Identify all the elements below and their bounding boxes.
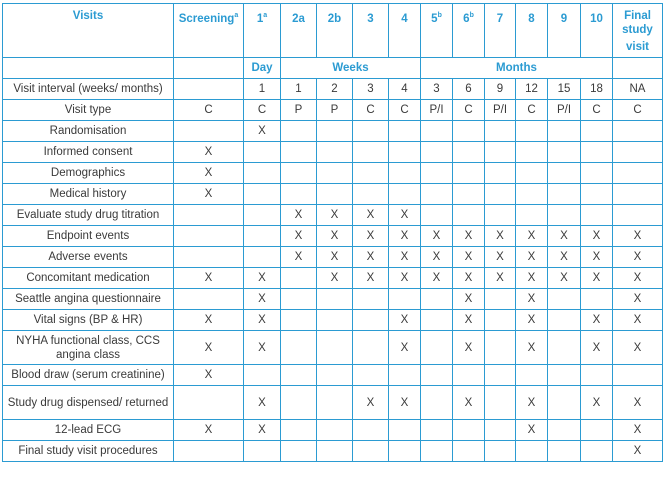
table-cell: [244, 205, 281, 226]
table-cell: [244, 365, 281, 386]
row-label: Randomisation: [3, 121, 174, 142]
table-cell: X: [174, 420, 244, 441]
table-cell: [174, 386, 244, 420]
row-label: Informed consent: [3, 142, 174, 163]
table-cell: X: [453, 331, 485, 365]
table-cell: [485, 310, 516, 331]
table-cell: [453, 163, 485, 184]
table-cell: [548, 289, 581, 310]
table-cell: X: [244, 386, 281, 420]
table-cell: [516, 184, 548, 205]
table-cell: [516, 163, 548, 184]
table-cell: [453, 121, 485, 142]
table-cell: [389, 441, 421, 462]
visit-column-header: [317, 4, 353, 58]
visit-column-label: 9: [560, 12, 568, 25]
visit-column-header: [485, 4, 516, 58]
table-cell: X: [421, 226, 453, 247]
table-cell: X: [353, 247, 389, 268]
table-cell: [453, 184, 485, 205]
visit-column-label: 1: [256, 12, 264, 25]
table-cell: X: [421, 268, 453, 289]
table-cell: [317, 365, 353, 386]
table-cell: X: [548, 226, 581, 247]
table-cell: X: [613, 386, 663, 420]
table-cell: [516, 142, 548, 163]
visit-column-label: 4: [401, 12, 408, 25]
table-cell: X: [516, 226, 548, 247]
table-cell: [421, 420, 453, 441]
table-cell: [389, 365, 421, 386]
table-row: [3, 79, 663, 100]
table-cell: [244, 226, 281, 247]
table-cell: X: [485, 226, 516, 247]
table-cell: X: [516, 247, 548, 268]
table-row: [3, 310, 663, 331]
table-cell: [613, 184, 663, 205]
table-cell: X: [174, 310, 244, 331]
visit-column-header: [244, 4, 281, 58]
table-cell: 6: [453, 79, 485, 100]
table-cell: X: [548, 268, 581, 289]
table-cell: X: [453, 310, 485, 331]
table-cell: [581, 184, 613, 205]
table-cell: [174, 247, 244, 268]
table-cell: C: [353, 100, 389, 121]
table-cell: [453, 142, 485, 163]
table-cell: [244, 163, 281, 184]
table-cell: P/I: [421, 100, 453, 121]
table-cell: X: [516, 386, 548, 420]
table-cell: [613, 365, 663, 386]
visit-column-label: 7: [496, 12, 504, 25]
row-label: Seattle angina questionnaire: [3, 289, 174, 310]
table-row: [3, 205, 663, 226]
table-cell: X: [244, 331, 281, 365]
table-cell: [548, 386, 581, 420]
table-cell: C: [174, 100, 244, 121]
table-cell: [389, 289, 421, 310]
visit-schedule-table: [2, 3, 663, 462]
row-label: Demographics: [3, 163, 174, 184]
table-cell: [613, 121, 663, 142]
table-cell: [548, 441, 581, 462]
table-cell: [581, 163, 613, 184]
table-cell: [453, 365, 485, 386]
table-cell: X: [389, 386, 421, 420]
table-cell: [353, 365, 389, 386]
table-cell: [581, 420, 613, 441]
table-cell: C: [453, 100, 485, 121]
visit-column-header: [281, 4, 317, 58]
table-cell: [317, 163, 353, 184]
table-cell: C: [244, 100, 281, 121]
table-cell: [353, 420, 389, 441]
table-cell: X: [244, 289, 281, 310]
table-cell: X: [353, 268, 389, 289]
table-cell: [421, 142, 453, 163]
row-label: Blood draw (serum creatinine): [3, 365, 174, 386]
table-cell: C: [581, 100, 613, 121]
visit-column-header: [353, 4, 389, 58]
period-blank-cell: [174, 58, 244, 79]
row-label: Adverse events: [3, 247, 174, 268]
table-cell: [516, 121, 548, 142]
table-cell: [244, 247, 281, 268]
table-cell: X: [613, 441, 663, 462]
table-cell: [613, 163, 663, 184]
table-cell: [281, 331, 317, 365]
table-cell: [317, 420, 353, 441]
table-cell: X: [548, 247, 581, 268]
table-cell: X: [317, 205, 353, 226]
table-cell: [281, 441, 317, 462]
table-cell: X: [516, 289, 548, 310]
table-cell: X: [581, 310, 613, 331]
table-cell: X: [244, 310, 281, 331]
table-cell: [485, 289, 516, 310]
visit-column-header: [613, 4, 663, 58]
table-cell: [453, 205, 485, 226]
table-cell: [174, 226, 244, 247]
row-label: Study drug dispensed/ returned: [3, 386, 174, 420]
footnote-marker: b: [437, 12, 442, 19]
table-cell: [548, 331, 581, 365]
visit-column-header: [174, 4, 244, 58]
table-cell: 18: [581, 79, 613, 100]
table-cell: P/I: [548, 100, 581, 121]
table-cell: [353, 163, 389, 184]
table-cell: [281, 184, 317, 205]
table-cell: [281, 420, 317, 441]
table-cell: [516, 365, 548, 386]
table-cell: [389, 184, 421, 205]
table-cell: [485, 365, 516, 386]
table-cell: [548, 310, 581, 331]
row-label: Concomitant medication: [3, 268, 174, 289]
row-label: Visit type: [3, 100, 174, 121]
table-cell: C: [389, 100, 421, 121]
table-row: [3, 331, 663, 365]
visit-column-label: Screening: [178, 12, 235, 25]
table-cell: X: [389, 247, 421, 268]
table-cell: 9: [485, 79, 516, 100]
table-row: [3, 184, 663, 205]
table-cell: [581, 142, 613, 163]
table-cell: X: [613, 268, 663, 289]
table-cell: [174, 121, 244, 142]
visit-column-label: 2a: [292, 12, 305, 25]
table-cell: X: [613, 331, 663, 365]
table-cell: [281, 121, 317, 142]
table-cell: [317, 310, 353, 331]
table-cell: X: [453, 386, 485, 420]
table-cell: X: [485, 268, 516, 289]
table-cell: X: [453, 268, 485, 289]
table-cell: P: [281, 100, 317, 121]
table-cell: X: [453, 226, 485, 247]
table-row: [3, 420, 663, 441]
table-cell: C: [613, 100, 663, 121]
table-cell: X: [389, 205, 421, 226]
table-cell: [389, 142, 421, 163]
table-cell: X: [317, 226, 353, 247]
table-cell: X: [389, 226, 421, 247]
footnote-marker: b: [469, 12, 474, 19]
table-cell: X: [421, 247, 453, 268]
table-cell: [485, 331, 516, 365]
table-row: [3, 142, 663, 163]
header-row-period: [3, 58, 663, 79]
table-cell: [281, 365, 317, 386]
table-cell: X: [174, 142, 244, 163]
table-cell: [421, 310, 453, 331]
period-blank-cell: [3, 58, 174, 79]
visits-header: Visits: [3, 4, 174, 58]
table-cell: X: [613, 226, 663, 247]
table-cell: X: [281, 226, 317, 247]
table-cell: [281, 163, 317, 184]
table-cell: [485, 420, 516, 441]
table-cell: [485, 441, 516, 462]
table-cell: [244, 142, 281, 163]
table-cell: X: [581, 247, 613, 268]
row-label: Vital signs (BP & HR): [3, 310, 174, 331]
table-cell: [317, 184, 353, 205]
row-label: Visit interval (weeks/ months): [3, 79, 174, 100]
table-cell: [548, 365, 581, 386]
table-cell: [548, 420, 581, 441]
visit-column-label: 5: [431, 12, 438, 25]
row-label: Final study visit procedures: [3, 441, 174, 462]
visit-column-label: 3: [367, 12, 374, 25]
visit-column-header: [389, 4, 421, 58]
table-row: [3, 163, 663, 184]
table-cell: [317, 386, 353, 420]
table-cell: [317, 142, 353, 163]
table-cell: X: [613, 420, 663, 441]
table-cell: [485, 142, 516, 163]
table-cell: X: [453, 247, 485, 268]
table-cell: X: [485, 247, 516, 268]
table-cell: [317, 121, 353, 142]
row-label: NYHA functional class, CCS angina class: [3, 331, 174, 365]
table-cell: [548, 205, 581, 226]
table-cell: [389, 163, 421, 184]
table-cell: [421, 184, 453, 205]
table-cell: [174, 79, 244, 100]
table-cell: X: [581, 386, 613, 420]
table-cell: 1: [281, 79, 317, 100]
table-cell: [485, 163, 516, 184]
table-cell: [581, 205, 613, 226]
table-cell: [421, 365, 453, 386]
footnote-marker: a: [234, 12, 239, 19]
table-cell: [548, 163, 581, 184]
visit-column-label: 6: [463, 12, 470, 25]
table-cell: 3: [353, 79, 389, 100]
header-row-visits: [3, 4, 663, 58]
period-weeks: Weeks: [281, 58, 421, 79]
table-cell: [581, 121, 613, 142]
table-row: [3, 365, 663, 386]
table-cell: [548, 142, 581, 163]
row-label: Evaluate study drug titration: [3, 205, 174, 226]
table-cell: [174, 441, 244, 462]
table-cell: [281, 289, 317, 310]
row-label: Endpoint events: [3, 226, 174, 247]
visit-column-label: 8: [528, 12, 535, 25]
table-cell: X: [581, 226, 613, 247]
table-cell: [421, 163, 453, 184]
table-cell: X: [281, 205, 317, 226]
table-cell: [244, 184, 281, 205]
table-cell: [548, 184, 581, 205]
table-cell: X: [353, 386, 389, 420]
table-cell: X: [174, 365, 244, 386]
table-cell: [353, 331, 389, 365]
table-cell: P/I: [485, 100, 516, 121]
table-cell: X: [244, 121, 281, 142]
table-cell: X: [516, 420, 548, 441]
table-cell: [485, 205, 516, 226]
visit-column-label: Final study visit: [622, 10, 653, 53]
table-row: [3, 268, 663, 289]
table-cell: [421, 121, 453, 142]
row-label: 12-lead ECG: [3, 420, 174, 441]
table-cell: [353, 184, 389, 205]
visit-column-header: [421, 4, 453, 58]
table-cell: X: [353, 205, 389, 226]
table-cell: [581, 365, 613, 386]
table-cell: [421, 289, 453, 310]
table-row: [3, 441, 663, 462]
table-cell: X: [581, 331, 613, 365]
table-cell: X: [281, 247, 317, 268]
table-cell: X: [516, 268, 548, 289]
visit-column-header: [548, 4, 581, 58]
table-cell: [421, 386, 453, 420]
table-cell: [281, 386, 317, 420]
table-cell: [174, 205, 244, 226]
table-cell: [353, 121, 389, 142]
table-cell: 12: [516, 79, 548, 100]
table-cell: X: [613, 289, 663, 310]
table-cell: [317, 289, 353, 310]
table-cell: [485, 184, 516, 205]
table-cell: NA: [613, 79, 663, 100]
visit-column-header: [581, 4, 613, 58]
table-cell: [581, 441, 613, 462]
table-row: [3, 289, 663, 310]
table-cell: X: [244, 420, 281, 441]
table-cell: [613, 205, 663, 226]
table-cell: 2: [317, 79, 353, 100]
table-cell: X: [389, 310, 421, 331]
visit-column-header: [453, 4, 485, 58]
table-row: [3, 121, 663, 142]
table-cell: X: [389, 268, 421, 289]
table-cell: X: [613, 310, 663, 331]
footnote-marker: a: [263, 12, 268, 19]
table-row: [3, 100, 663, 121]
table-cell: X: [317, 247, 353, 268]
period-blank-cell: [613, 58, 663, 79]
table-cell: [453, 420, 485, 441]
table-cell: X: [174, 331, 244, 365]
table-cell: [421, 331, 453, 365]
period-day: Day: [244, 58, 281, 79]
table-cell: [353, 441, 389, 462]
visit-column-label: 2b: [327, 12, 342, 25]
table-cell: 3: [421, 79, 453, 100]
table-cell: [548, 121, 581, 142]
table-cell: 15: [548, 79, 581, 100]
table-cell: [421, 441, 453, 462]
table-cell: X: [317, 268, 353, 289]
table-cell: X: [389, 331, 421, 365]
table-row: [3, 247, 663, 268]
table-cell: [353, 142, 389, 163]
table-cell: X: [174, 268, 244, 289]
table-cell: X: [174, 184, 244, 205]
table-cell: C: [516, 100, 548, 121]
table-cell: [281, 268, 317, 289]
table-cell: [389, 420, 421, 441]
table-cell: [581, 289, 613, 310]
table-cell: X: [516, 331, 548, 365]
table-cell: [244, 441, 281, 462]
table-cell: [485, 386, 516, 420]
table-cell: [317, 441, 353, 462]
table-cell: [421, 205, 453, 226]
table-cell: [353, 310, 389, 331]
table-cell: [174, 289, 244, 310]
table-cell: [485, 121, 516, 142]
visit-column-header: [516, 4, 548, 58]
table-cell: X: [581, 268, 613, 289]
table-cell: P: [317, 100, 353, 121]
table-cell: [613, 142, 663, 163]
table-cell: X: [174, 163, 244, 184]
table-cell: [317, 331, 353, 365]
table-cell: X: [516, 310, 548, 331]
table-row: [3, 226, 663, 247]
row-label: Medical history: [3, 184, 174, 205]
table-row: [3, 386, 663, 420]
table-cell: [516, 441, 548, 462]
visit-column-label: 10: [590, 12, 603, 25]
table-cell: [353, 289, 389, 310]
table-cell: 4: [389, 79, 421, 100]
table-cell: X: [453, 289, 485, 310]
table-cell: [516, 205, 548, 226]
period-months: Months: [421, 58, 613, 79]
table-cell: X: [613, 247, 663, 268]
table-cell: X: [353, 226, 389, 247]
table-cell: [453, 441, 485, 462]
table-cell: [281, 142, 317, 163]
table-cell: [389, 121, 421, 142]
table-cell: 1: [244, 79, 281, 100]
table-cell: [281, 310, 317, 331]
table-cell: X: [244, 268, 281, 289]
